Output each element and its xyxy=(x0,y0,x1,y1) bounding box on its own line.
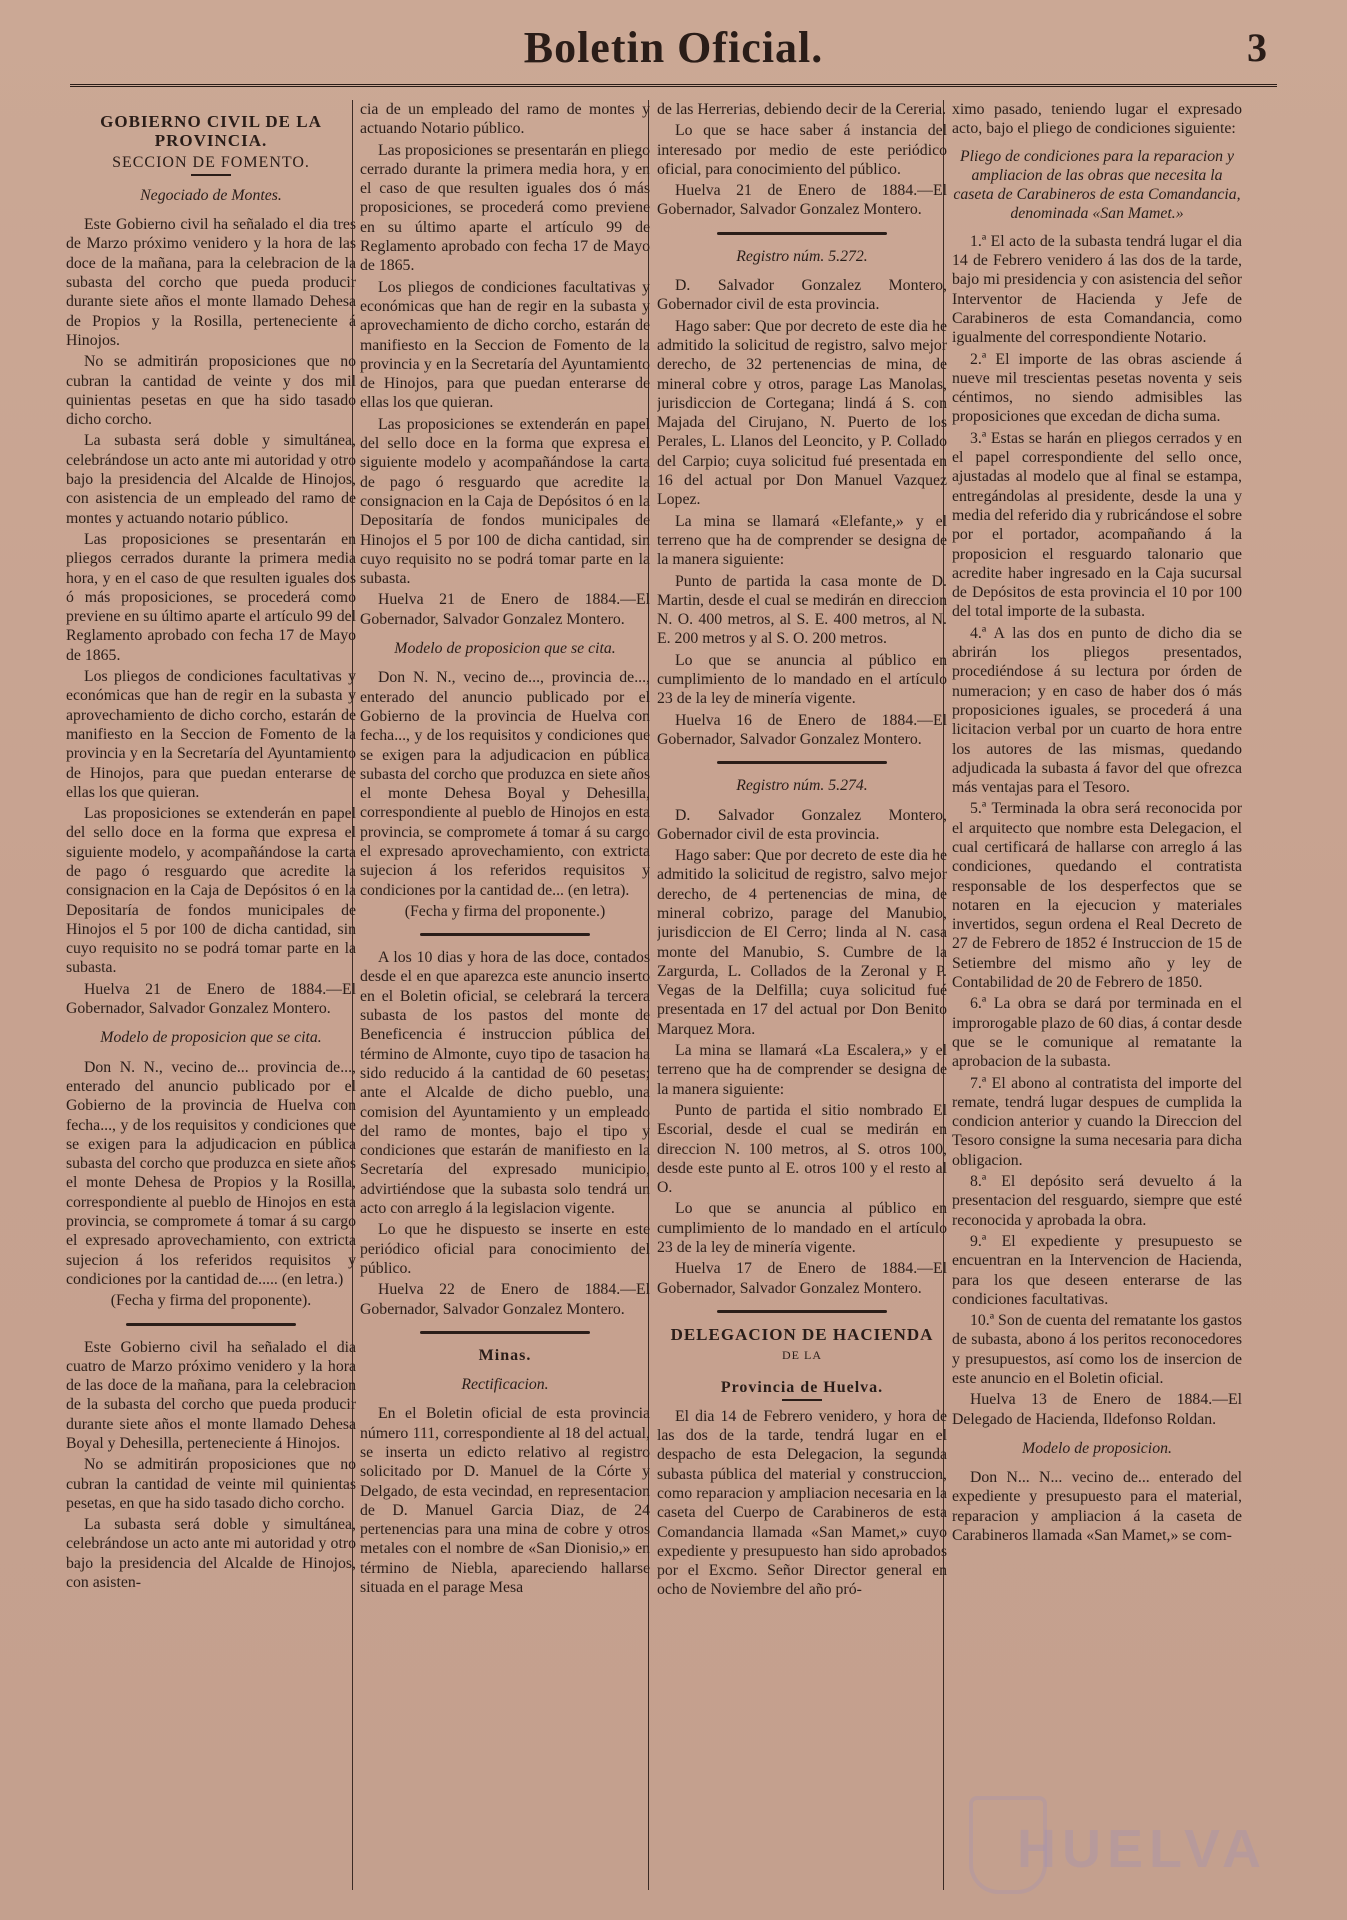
paragraph: Lo que se anuncia al público en cumplimiento de lo mandado en el artículo 23 de la ley de minería vigente. xyxy=(657,651,947,708)
page-number: 3 xyxy=(1247,25,1267,70)
signature-note: (Fecha y firma del proponente). xyxy=(110,1292,312,1310)
column-3 xyxy=(657,100,947,1900)
paragraph: Lo que he dispuesto se inserte en este periódico oficial para conocimiento del público. xyxy=(360,1221,650,1277)
section-heading-connector: DE LA xyxy=(782,1348,822,1363)
paragraph: Don N. N., vecino de..., provincia de..., enterado del anuncio publicado por el Gobierno de la provincia de Huelva con fecha..., y de los requisitos y condiciones que se exigen para la adjudicacion en pública subasta del corcho que produzca en siete años el monte Dehesa Boyal y Dehesilla, correspondiente al pueblo de Hinojos en esta provincia, se compromete á tomar á su cargo el expresado aprovechamiento, con extricta sujecion á los referidos requisitos y condiciones por la cantidad de... (en letra). xyxy=(360,669,650,899)
paragraph: Lo que se hace saber á instancia del interesado por medio de este periódico oficial, para conocimiento del público. xyxy=(657,122,947,178)
paragraph: ximo pasado, teniendo lugar el expresado acto, bajo el pliego de condiciones siguiente: xyxy=(952,101,1242,138)
condition-9: 9.ª El expediente y presupuesto se encuentran en la Intervencion de Hacienda, para los que deseen enterarse de las condiciones facultativas. xyxy=(952,1232,1242,1308)
paragraph: Este Gobierno civil ha señalado el dia cuatro de Marzo próximo venidero y la hora de las doce de la mañana, para la celebracion de la subasta del corcho que pueda producir durante siete años el monte llamado Dehesa Boyal y Dehesilla, perteneciente á Hinojos. xyxy=(66,1338,356,1452)
divider xyxy=(126,1323,296,1326)
divider xyxy=(420,933,590,936)
model-title: Modelo de proposicion que se cita. xyxy=(394,640,616,658)
paragraph: La subasta será doble y simultánea, celebrándose un acto ante mi autoridad y otro bajo la presidencia del Alcalde de Hinojos, con asisten- xyxy=(66,1516,356,1592)
paragraph: Lo que se anuncia al público en cumplimiento de lo mandado en el artículo 23 de la ley de minería vigente. xyxy=(657,1200,947,1257)
condition-7: 7.ª El abono al contratista del importe del remate, tendrá lugar despues de cumplida la condicion anterior y cuando la Direccion del Tesoro consigne la suma necesaria para dicha obligacion. xyxy=(952,1074,1242,1169)
pliego-title: Pliego de condiciones para la reparacion y ampliacion de las obras que necesita la caseta de Carabineros de esta Comandancia, denominada «San Mamet.» xyxy=(953,147,1241,223)
paragraph: El dia 14 de Febrero venidero, y hora de las dos de la tarde, tendrá lugar en el despacho de esta Delegacion, la segunda subasta pública del material y construccion, como reparacion y ampliacion necesaria en la caseta del Cuerpo de Carabineros de esta Comandancia llamada «San Mamet,» cuyo expediente y presupuesto han sido aprobados por el Excmo. Señor Director general en ocho de Noviembre del año pró- xyxy=(657,1407,947,1599)
paragraph: La mina se llamará «Elefante,» y el terreno que ha de comprender se designa de la manera siguiente: xyxy=(657,512,947,569)
department-title: Negociado de Montes. xyxy=(140,186,282,204)
condition-6: 6.ª La obra se dará por terminada en el improrogable plazo de 60 dias, á contar desde que se le comunique al rematante la aprobacion de la subasta. xyxy=(952,995,1242,1071)
signature: Huelva 21 de Enero de 1884.—El Gobernador, Salvador Gonzalez Montero. xyxy=(66,980,356,1018)
paragraph: Los pliegos de condiciones facultativas y económicas que han de regir en la subasta y aprovechamiento de dicho corcho, estarán de manifiesto en la Seccion de Fomento de la provincia y en la Secretaría del Ayuntamiento de Hinojos, para que puedan enterarse de ellas los que quieran. xyxy=(360,278,650,412)
signature: Huelva 16 de Enero de 1884.—El Gobernador, Salvador Gonzalez Montero. xyxy=(657,711,947,748)
section-subheading: Rectificacion. xyxy=(461,1376,549,1394)
condition-3: 3.ª Estas se harán en pliegos cerrados y en el papel correspondiente del sello once, ajustadas al modelo que al final se estampa, entregándolas al presidente, desde la una y media del referido dia y rubricándose el sobre por el portador, acompañando á la proposicion el resguardo talonario que acredite haber ingresado en la Caja sucursal de Depósitos de esta provincia el 10 por 100 del total importe de la subasta. xyxy=(952,429,1242,621)
condition-8: 8.ª El depósito será devuelto á la presentacion del resguardo, siempre que esté reconocida y aprobada la obra. xyxy=(952,1173,1242,1229)
paragraph: Las proposiciones se presentarán en pliegos cerrados durante la primera media hora, y en el caso de que resulten iguales dos ó más proposiciones, se procederá como previene en su último aparte el artículo 99 del Reglamento aprobado con fecha 17 de Mayo de 1865. xyxy=(66,530,356,664)
section-heading: Minas. xyxy=(478,1346,532,1364)
column-4 xyxy=(952,100,1242,1900)
section-heading-province: Provincia de Huelva. xyxy=(720,1378,884,1396)
paragraph: D. Salvador Gonzalez Montero, Gobernador civil de esta provincia. xyxy=(657,806,947,843)
watermark: HUELVA xyxy=(1017,1819,1267,1879)
condition-10: 10.ª Son de cuenta del rematante los gastos de subasta, abono á los peritos reconocedores y presupuestos, así como los de insercion de este anuncio en el Boletin oficial. xyxy=(952,1312,1242,1387)
signature: Huelva 21 de Enero de 1884.—El Gobernador, Salvador Gonzalez Montero. xyxy=(360,591,650,628)
paragraph: La subasta será doble y simultánea, celebrándose un acto ante mi autoridad y otro bajo la presidencia del Alcalde de Hinojos, con asistencia de un empleado del ramo de montes y actuando notario público. xyxy=(66,432,356,527)
paragraph: Los pliegos de condiciones facultativas y económicas que han de regir en la subasta y aprovechamiento de dicho corcho, estarán de manifiesto en la Seccion de Fomento de la provincia y en la Secretaría del Ayuntamiento de Hinojos, para que puedan enterarse de ellas los que quieran. xyxy=(66,668,356,801)
column-1 xyxy=(66,100,356,1900)
paragraph: Las proposiciones se extenderán en papel del sello doce en la forma que expresa el siguiente modelo, y acompañándose la carta de pago ó resguardo que acredite la consignacion en la Caja de Depósitos ó en la Depositaría de fondos municipales de Hinojos el 5 por 100 de dicha cantidad, sin cuyo requisito no se podrá tomar parte en la subasta. xyxy=(66,805,356,977)
column-2 xyxy=(360,100,650,1900)
section-heading: GOBIERNO CIVIL DE LA PROVINCIA. xyxy=(100,112,322,151)
signature-note: (Fecha y firma del proponente.) xyxy=(404,902,606,920)
divider xyxy=(420,1331,590,1334)
paragraph: Hago saber: Que por decreto de este dia he admitido la solicitud de registro, salvo mejor derecho, de 32 pertenencias de mina, de mineral cobre y otros, parage Las Manolas, jurisdiccion de Cortegana; lindá á S. con Majada del Cirujano, N. Puerto de los Perales, L. Llanos del Leoncito, y P. Collado del Carpio; cuya solicitud fué presentada en 16 del actual por Don Manuel Vazquez Lopez. xyxy=(657,317,947,509)
divider xyxy=(717,1310,887,1313)
paragraph: cia de un empleado del ramo de montes y actuando Notario público. xyxy=(360,101,650,138)
paragraph: Punto de partida la casa monte de D. Martin, desde el cual se medirán en direccion N. O. 400 metros, al S. E. 400 metros, al N. E. 200 metros y al S. O. 200 metros. xyxy=(657,572,947,648)
condition-4: 4.ª A las dos en punto de dicho dia se abrirán los pliegos presentados, procediéndose á su lectura por órden de numeracion; y en caso de haber dos ó más proposiciones iguales, se procederá á una licitacion verbal por un cuarto de hora entre los autores de las mismas, quedando adjudicada la subasta á favor del que ofrezca más ventajas para el Tesoro. xyxy=(952,624,1242,797)
paragraph: A los 10 dias y hora de las doce, contados desde el en que aparezca este anuncio inserto en el Boletin oficial, se celebrará la tercera subasta de los pastos del monte de Beneficencia é instruccion pública del término de Almonte, cuyo tipo de tasacion ha sido reducido á la cantidad de 60 pesetas; ante el Alcalde de dicho pueblo, una comision del Ayuntamiento y un empleado del ramo de montes, bajo el tipo y condiciones que estarán de manifiesto en la Secretaría del expresado municipio, advirtiéndose que la subasta solo tendrá un acto con arreglo á la legislacion vigente. xyxy=(360,949,650,1218)
signature: Huelva 17 de Enero de 1884.—El Gobernador, Salvador Gonzalez Montero. xyxy=(657,1260,947,1297)
paragraph: Don N. N., vecino de... provincia de..., enterado del anuncio publicado por el Gobierno de la provincia de Huelva con fecha..., y de los requisitos y condiciones que se exigen para la adjudicacion en pública subasta del corcho que produzca en siete años el monte Dehesa de Propios y la Rosilla, correspondiente al pueblo de Hinojos en esta provincia, se compromete á tomar á su cargo el expresado aprovechamiento, con extricta sujecion á los referidos requisitos y condiciones por la cantidad de..... (en letra.) xyxy=(66,1058,356,1288)
divider xyxy=(717,761,887,764)
condition-2: 2.ª El importe de las obras asciende á nueve mil trescientas pesetas noventa y seis céntimos, no siendo admisibles las proposiciones que excedan de dicha suma. xyxy=(952,350,1242,426)
condition-5: 5.ª Terminada la obra será reconocida por el arquitecto que nombre esta Delegacion, el cual certificará de hallarse con arreglo á las condiciones, quedando el contratista responsable de los desperfectos que se notaren en la ejecucion y materiales invertidos, segun ordena el Real Decreto de 27 de Febrero de 1852 é Instruccion de 15 de Setiembre del mismo año y ley de Contabilidad de 20 de Febrero de 1850. xyxy=(952,800,1242,992)
section-subheading: SECCION DE FOMENTO. xyxy=(112,153,310,171)
model-title: Modelo de proposicion que se cita. xyxy=(100,1029,322,1047)
paragraph: Las proposiciones se extenderán en papel del sello doce en la forma que expresa el siguiente modelo y acompañándose la carta de pago ó resguardo que acredite la consignacion en la Caja de Depósitos ó en la Depositaría de fondos municipales de Hinojos el 5 por 100 de dicha cantidad, sin cuyo requisito no se podrá tomar parte en la subasta. xyxy=(360,415,650,588)
paragraph: No se admitirán proposiciones que no cubran la cantidad de veinte mil quinientas pesetas, en que ha sido tasado dicho corcho. xyxy=(66,1456,356,1512)
paragraph: D. Salvador Gonzalez Montero, Gobernador civil de esta provincia. xyxy=(657,277,947,314)
divider xyxy=(717,232,887,235)
section-heading: DELEGACION DE HACIENDA xyxy=(670,1324,934,1344)
signature: Huelva 21 de Enero de 1884.—El Gobernador, Salvador Gonzalez Montero. xyxy=(657,182,947,219)
condition-1: 1.ª El acto de la subasta tendrá lugar el dia 14 de Febrero venidero á las dos de la tarde, bajo mi presidencia y con asistencia del señor Interventor de Hacienda y Jefe de Carabineros de esta Comandancia, como igualmente del correspondiente Notario. xyxy=(952,232,1242,347)
paragraph: Don N... N... vecino de... enterado del expediente y presupuesto para el material, reparacion y ampliacion á la caseta de Carabineros llamada «San Mamet,» se com- xyxy=(952,1469,1242,1545)
signature: Huelva 13 de Enero de 1884.—El Delegado de Hacienda, Ildefonso Roldan. xyxy=(952,1391,1242,1428)
header-rule xyxy=(70,84,1277,87)
masthead-title: Boletin Oficial. xyxy=(523,23,824,72)
paragraph: de las Herrerias, debiendo decir de la Cereria. xyxy=(657,101,947,118)
paragraph: En el Boletin oficial de esta provincia número 111, correspondiente al 18 del actual, se inserta un edicto relativo al registro solicitado por D. Manuel de la Córte y Delgado, de esta vecindad, en representacion de D. Manuel Garcia Diaz, de 24 pertenencias para una mina de cobre y otros metales con el nombre de «San Dionisio,» en término de Niebla, apareciendo hallarse situada en el parage Mesa xyxy=(360,1405,650,1597)
paragraph: Punto de partida el sitio nombrado El Escorial, desde el cual se medirán en direccion N. 100 metros, al S. otros 100, desde este punto al E. otros 100 y el resto al O. xyxy=(657,1101,947,1197)
model-title: Modelo de proposicion. xyxy=(1022,1439,1172,1457)
paragraph: Hago saber: Que por decreto de este dia he admitido la solicitud de registro, salvo mejor derecho, de 4 pertenencias de mina, de mineral cobrizo, parage del Manubio, jurisdiccion de El Cerro; linda al N. casa monte del Manubio, S. Cumbre de la Zargurda, L. Collados de la Zeronal y P. Vegas de la Delfilla; cuya solicitud fué presentada en 17 del actual por Don Benito Marquez Mora. xyxy=(657,847,947,1038)
registry-title: Registro núm. 5.272. xyxy=(736,247,868,265)
registry-title: Registro núm. 5.274. xyxy=(736,777,868,795)
paragraph: No se admitirán proposiciones que no cubran la cantidad de veinte y dos mil quinientas pesetas en que ha sido tasado dicho corcho. xyxy=(66,353,356,429)
divider xyxy=(191,174,231,176)
paragraph: Este Gobierno civil ha señalado el dia tres de Marzo próximo venidero y la hora de las doce de la mañana, para la celebracion de la subasta del corcho que pueda producir durante siete años el monte llamado Dehesa de Propios y la Rosilla, perteneciente á Hinojos. xyxy=(66,216,356,349)
paragraph: Las proposiciones se presentarán en pliego cerrado durante la primera media hora, y en el caso de que resulten iguales dos ó más proposiciones, se procederá como previene en su último aparte el artículo 99 de Reglamento aprobado con fecha 17 de Mayo de 1865. xyxy=(360,141,650,275)
signature: Huelva 22 de Enero de 1884.—El Gobernador, Salvador Gonzalez Montero. xyxy=(360,1281,650,1318)
divider xyxy=(782,1399,822,1401)
masthead xyxy=(60,18,1287,78)
paragraph: La mina se llamará «La Escalera,» y el terreno que ha de comprender se designa de la manera siguiente: xyxy=(657,1042,947,1098)
